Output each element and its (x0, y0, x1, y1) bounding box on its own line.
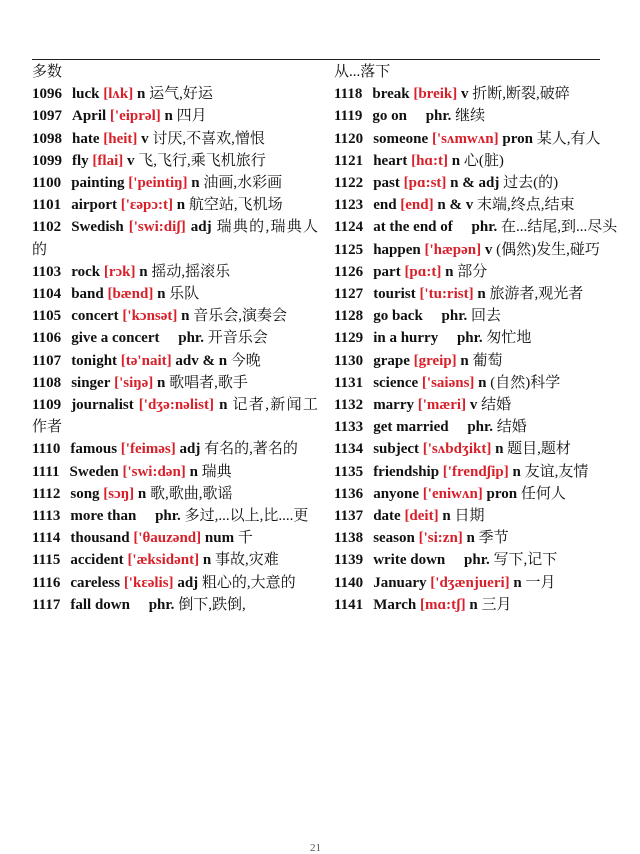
vocab-entry (334, 283, 620, 305)
entry-phonetic: ['feiməs] (120, 441, 176, 458)
entry-part-of-speech: phr. (148, 596, 175, 613)
vocab-entry (334, 194, 620, 216)
entry-meaning: 回去 (471, 308, 502, 325)
entry-word: marry (373, 397, 414, 414)
vocab-entry (334, 261, 620, 283)
vocab-entry (334, 461, 620, 483)
entry-word: Sweden (69, 463, 119, 480)
vocab-entry (32, 594, 318, 616)
entry-number: 1140 (334, 574, 364, 591)
entry-phonetic: ['dʒænjueri] (430, 574, 510, 591)
vocab-entry (32, 394, 318, 438)
entry-phonetic: ['dʒə:nəlist] (138, 397, 214, 414)
entry-number: 1101 (32, 197, 62, 214)
entry-phonetic: ['peintiŋ] (128, 175, 188, 192)
entry-number: 1113 (32, 508, 61, 525)
entry-part-of-speech: phr. (425, 108, 452, 125)
entry-phonetic: ['siŋə] (114, 374, 154, 391)
entry-part-of-speech: v (127, 152, 135, 169)
entry-phonetic: [end] (400, 197, 434, 214)
entry-word: famous (70, 441, 118, 458)
entry-part-of-speech: n (219, 397, 228, 414)
vocab-entry (334, 150, 620, 172)
vocab-entry (32, 527, 318, 549)
entry-part-of-speech: adj (190, 219, 212, 236)
entry-number: 1126 (334, 263, 364, 280)
entry-number: 1127 (334, 286, 364, 303)
entry-number: 1138 (334, 530, 364, 547)
entry-phonetic: [breik] (413, 86, 458, 103)
entry-word: happen (373, 241, 421, 258)
entry-word: careless (70, 574, 121, 591)
entry-number: 1124 (334, 219, 364, 236)
header-rule (32, 59, 600, 60)
entry-meaning: 题目,题材 (507, 441, 571, 458)
vocab-entry (334, 505, 620, 527)
vocab-entry (32, 261, 318, 283)
entry-phonetic: [mɑ:tʃ] (419, 596, 466, 613)
entry-word: write down (373, 552, 446, 569)
entry-meaning: 记者,新闻工作者 (32, 397, 318, 436)
entry-phonetic: ['ɛəpɔ:t] (120, 197, 173, 214)
entry-word: rock (71, 263, 101, 280)
entry-phonetic: ['frendʃip] (442, 463, 509, 480)
continuation-line (32, 61, 318, 83)
entry-word: song (70, 485, 100, 502)
entry-meaning: 写下,记下 (493, 552, 558, 569)
entry-number: 1098 (32, 130, 62, 147)
entry-number: 1109 (32, 397, 62, 414)
entry-meaning: (偶然)发生,碰巧 (496, 241, 600, 258)
entry-meaning: 歌,歌曲,歌谣 (149, 485, 233, 502)
entry-part-of-speech: phr. (467, 419, 494, 436)
entry-word: painting (71, 175, 125, 192)
entry-word: airport (71, 197, 118, 214)
entry-meaning: 油画,水彩画 (203, 175, 283, 192)
entry-meaning: 心(脏) (463, 152, 504, 169)
vocab-entry (334, 105, 620, 127)
vocab-entry (334, 305, 620, 327)
entry-number: 1111 (32, 463, 60, 480)
vocab-entry (32, 461, 318, 483)
entry-meaning: 有名的,著名的 (204, 441, 298, 458)
entry-phonetic: ['swi:dən] (122, 463, 186, 480)
entry-word: part (373, 263, 401, 280)
entry-number: 1105 (32, 308, 62, 325)
entry-phonetic: [lʌk] (103, 86, 134, 103)
entry-meaning: 事故,灾难 (214, 552, 279, 569)
vocab-entry (32, 150, 318, 172)
entry-word: past (373, 175, 400, 192)
entry-number: 1128 (334, 308, 364, 325)
entry-meaning: 音乐会,演奏会 (193, 308, 288, 325)
entry-word: get married (373, 419, 449, 436)
entry-part-of-speech: n (460, 352, 469, 369)
vocab-entry (32, 194, 318, 216)
entry-part-of-speech: adv & n (175, 352, 228, 369)
vocab-entry (32, 83, 318, 105)
entry-meaning: 日期 (454, 508, 485, 525)
entry-number: 1115 (32, 552, 61, 569)
entry-number: 1137 (334, 508, 364, 525)
entry-word: season (373, 530, 415, 547)
vocab-entry (32, 305, 318, 327)
entry-number: 1116 (32, 574, 61, 591)
entry-meaning: 旅游者,观光者 (489, 286, 584, 303)
entry-meaning: 友谊,友情 (524, 463, 589, 480)
entry-part-of-speech: adj (179, 441, 201, 458)
entry-number: 1100 (32, 175, 62, 192)
vocab-entry (32, 372, 318, 394)
entry-meaning: 倒下,跌倒, (178, 596, 246, 613)
vocab-entry (334, 438, 620, 460)
entry-phonetic: ['tu:rist] (419, 286, 474, 303)
vocab-entry (32, 505, 318, 527)
entry-word: Swedish (71, 219, 124, 236)
entry-number: 1114 (32, 530, 61, 547)
entry-part-of-speech: n (451, 152, 461, 169)
entry-phonetic: [deit] (404, 508, 439, 525)
entry-part-of-speech: n (477, 286, 486, 303)
entry-meaning: 折断,断裂,破碎 (472, 86, 570, 103)
continuation-line (334, 61, 620, 83)
entry-meaning: 多数 (32, 64, 63, 80)
entry-number: 1097 (32, 108, 62, 125)
entry-meaning: 今晚 (230, 352, 261, 369)
entry-number: 1129 (334, 330, 364, 347)
entry-meaning: 乐队 (169, 286, 200, 303)
entry-word: break (372, 86, 410, 103)
entry-meaning: 千 (237, 530, 253, 547)
vocab-entry (334, 549, 620, 571)
entry-meaning: 结婚 (496, 419, 527, 436)
entry-word: band (71, 286, 104, 303)
entry-word: in a hurry (373, 330, 439, 347)
entry-part-of-speech: n (442, 508, 451, 525)
entry-word: accident (70, 552, 124, 569)
entry-part-of-speech: phr. (441, 308, 468, 325)
entry-meaning: 歌唱者,歌手 (169, 374, 248, 391)
entry-number: 1117 (32, 596, 61, 613)
entry-phonetic: [bænd] (107, 286, 154, 303)
vocab-entry (32, 549, 318, 571)
vocab-entry (334, 416, 620, 438)
entry-number: 1131 (334, 374, 364, 391)
entry-meaning: 葡萄 (472, 352, 503, 369)
entry-part-of-speech: n (181, 308, 190, 325)
entry-number: 1104 (32, 286, 62, 303)
entry-part-of-speech: n (495, 441, 504, 458)
vocab-entry (334, 350, 620, 372)
vocab-entry (32, 572, 318, 594)
entry-meaning: 结婚 (481, 397, 512, 414)
entry-part-of-speech: v (469, 397, 478, 414)
entry-meaning: 末端,终点,结束 (476, 197, 575, 214)
entry-word: concert (71, 308, 119, 325)
entry-meaning: 粗心的,大意的 (201, 574, 296, 591)
entry-part-of-speech: n & v (437, 197, 474, 214)
entry-part-of-speech: n (202, 552, 212, 569)
entry-number: 1102 (32, 219, 62, 236)
entry-meaning: 在...结尾,到...尽头 (500, 219, 618, 236)
entry-word: subject (373, 441, 420, 458)
entry-phonetic: ['θauzənd] (133, 530, 202, 547)
entry-word: more than (70, 508, 137, 525)
entry-meaning: 任何人 (520, 485, 566, 502)
entry-phonetic: ['kɔnsət] (122, 308, 178, 325)
entry-meaning: 四月 (176, 108, 207, 125)
entry-part-of-speech: n (176, 197, 186, 214)
vocab-entry (32, 438, 318, 460)
entry-meaning: 开音乐会 (207, 330, 268, 347)
entry-word: give a concert (71, 330, 160, 347)
entry-number: 1107 (32, 352, 62, 369)
entry-number: 1120 (334, 130, 364, 147)
entry-meaning: 继续 (455, 108, 486, 125)
entry-number: 1103 (32, 263, 62, 280)
entry-phonetic: [pɑ:st] (403, 175, 447, 192)
entry-meaning: 部分 (457, 263, 488, 280)
entry-part-of-speech: phr. (178, 330, 204, 347)
vocab-entry (334, 483, 620, 505)
entry-word: journalist (71, 397, 134, 414)
vocab-entry (334, 394, 620, 416)
entry-word: end (373, 197, 397, 214)
entry-phonetic: ['æksidənt] (127, 552, 200, 569)
entry-number: 1133 (334, 419, 364, 436)
entry-word: date (373, 508, 401, 525)
entry-phonetic: [heit] (103, 130, 138, 147)
entry-word: March (373, 596, 417, 613)
vocab-entry (334, 372, 620, 394)
vocab-entry (334, 594, 620, 616)
entry-part-of-speech: n (466, 530, 475, 547)
entry-meaning: (自然)科学 (490, 374, 561, 391)
entry-part-of-speech: n (445, 263, 454, 280)
entry-word: someone (373, 130, 429, 147)
entry-meaning: 从...落下 (334, 64, 391, 80)
entry-part-of-speech: n (478, 374, 487, 391)
entry-number: 1108 (32, 374, 62, 391)
entry-number: 1135 (334, 463, 364, 480)
entry-part-of-speech: n (191, 175, 200, 192)
vocab-entry (334, 239, 620, 261)
entry-number: 1134 (334, 441, 364, 458)
entry-number: 1139 (334, 552, 364, 569)
vocab-entry (32, 172, 318, 194)
entry-part-of-speech: n (513, 574, 522, 591)
entry-part-of-speech: v (484, 241, 493, 258)
vocab-entry (32, 105, 318, 127)
entry-meaning: 某人,有人 (536, 130, 601, 147)
entry-part-of-speech: phr. (471, 219, 498, 236)
entry-number: 1130 (334, 352, 364, 369)
entry-phonetic: [greip] (413, 352, 457, 369)
entry-word: anyone (373, 485, 420, 502)
entry-number: 1112 (32, 485, 61, 502)
entry-number: 1141 (334, 596, 364, 613)
entry-phonetic: ['sʌmwʌn] (431, 130, 499, 147)
entry-phonetic: [hɑ:t] (411, 152, 449, 169)
vocab-entry (32, 350, 318, 372)
page-number: 21 (310, 842, 321, 854)
entry-word: at the end of (373, 219, 453, 236)
entry-part-of-speech: adj (177, 574, 199, 591)
entry-meaning: 瑞典的,瑞典人的 (32, 219, 318, 258)
entry-part-of-speech: phr. (464, 552, 490, 569)
entry-word: thousand (70, 530, 130, 547)
entry-phonetic: ['sʌbdʒikt] (422, 441, 492, 458)
entry-part-of-speech: n (139, 263, 148, 280)
vocab-entry (334, 216, 620, 238)
entry-meaning: 摇动,摇滚乐 (151, 263, 231, 280)
entry-phonetic: [tə'nait] (120, 352, 172, 369)
entry-number: 1122 (334, 175, 364, 192)
entry-word: science (373, 374, 419, 391)
entry-phonetic: ['eiprəl] (109, 108, 161, 125)
entry-word: January (373, 574, 427, 591)
entry-number: 1118 (334, 86, 363, 103)
entry-meaning: 季节 (478, 530, 509, 547)
vocab-entry (32, 128, 318, 150)
entry-word: tonight (71, 352, 118, 369)
entry-word: tourist (373, 286, 416, 303)
entry-part-of-speech: pron (486, 485, 518, 502)
entry-number: 1123 (334, 197, 364, 214)
entry-meaning: 瑞典 (201, 463, 232, 480)
entry-word: go back (373, 308, 423, 325)
entry-part-of-speech: n (189, 463, 198, 480)
entry-phonetic: ['mæri] (417, 397, 467, 414)
entry-part-of-speech: n (137, 485, 147, 502)
entry-number: 1106 (32, 330, 62, 347)
entry-phonetic: [pɑ:t] (404, 263, 442, 280)
entry-phonetic: ['kɛəlis] (123, 574, 174, 591)
entry-part-of-speech: n (137, 86, 146, 103)
entry-word: heart (373, 152, 408, 169)
entry-number: 1099 (32, 152, 62, 169)
entry-meaning: 匆忙地 (486, 330, 532, 347)
entry-phonetic: ['hæpən] (424, 241, 482, 258)
entry-meaning: 飞,飞行,乘飞机旅行 (138, 152, 266, 169)
entry-meaning: 航空站,飞机场 (188, 197, 283, 214)
entry-part-of-speech: n & adj (450, 175, 500, 192)
entry-number: 1136 (334, 485, 364, 502)
entry-number: 1119 (334, 108, 363, 125)
entry-phonetic: [rɔk] (103, 263, 136, 280)
entry-phonetic: [sɔŋ] (103, 485, 135, 502)
entry-meaning: 一月 (525, 574, 556, 591)
entry-meaning: 过去(的) (503, 175, 559, 192)
entry-word: fly (72, 152, 89, 169)
entry-part-of-speech: n (157, 286, 166, 303)
entry-meaning: 运气,好运 (149, 86, 213, 103)
vocab-entry (32, 283, 318, 305)
entry-word: singer (71, 374, 111, 391)
entry-part-of-speech: n (469, 596, 478, 613)
entry-meaning: 三月 (481, 596, 512, 613)
vocab-entry (334, 527, 620, 549)
entry-number: 1110 (32, 441, 61, 458)
entry-part-of-speech: phr. (456, 330, 483, 347)
entry-part-of-speech: v (141, 130, 149, 147)
vocab-entry (334, 327, 620, 349)
entry-part-of-speech: num (204, 530, 235, 547)
entry-word: hate (72, 130, 100, 147)
entry-word: friendship (373, 463, 440, 480)
entry-meaning: 讨厌,不喜欢,憎恨 (152, 130, 265, 147)
entry-word: go on (372, 108, 407, 125)
vocab-entry (32, 483, 318, 505)
vocab-entry (334, 572, 620, 594)
entry-part-of-speech: n (164, 108, 173, 125)
right-column (334, 61, 620, 616)
vocab-entry (334, 172, 620, 194)
entry-meaning: 多过,...以上,比....更 (184, 508, 309, 525)
entry-number: 1121 (334, 152, 364, 169)
entry-part-of-speech: n (512, 463, 521, 480)
entry-phonetic: ['si:zn] (418, 530, 463, 547)
entry-word: luck (72, 86, 100, 103)
vocab-entry (334, 83, 620, 105)
entry-phonetic: ['eniwʌn] (422, 485, 483, 502)
entry-word: April (72, 108, 107, 125)
entry-phonetic: [flai] (92, 152, 124, 169)
entry-phonetic: ['saiəns] (421, 374, 475, 391)
entry-phonetic: ['swi:diʃ] (128, 219, 186, 236)
entry-number: 1125 (334, 241, 364, 258)
vocab-entry (334, 128, 620, 150)
entry-part-of-speech: phr. (155, 508, 181, 525)
entry-word: grape (373, 352, 410, 369)
entry-number: 1132 (334, 397, 364, 414)
vocab-entry (32, 327, 318, 349)
entry-part-of-speech: n (157, 374, 166, 391)
left-column (32, 61, 318, 616)
entry-part-of-speech: pron (502, 130, 533, 147)
vocab-entry (32, 216, 318, 260)
entry-number: 1096 (32, 86, 62, 103)
entry-word: fall down (70, 596, 130, 613)
entry-part-of-speech: v (460, 86, 469, 103)
